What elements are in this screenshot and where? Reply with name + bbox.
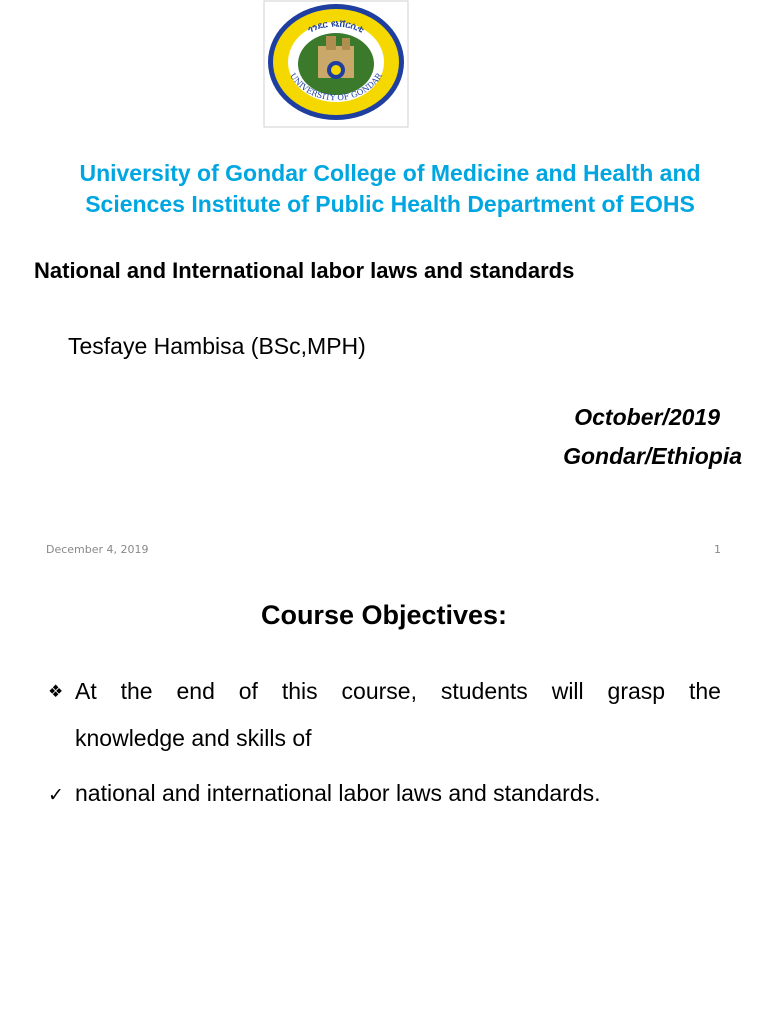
footer-date: December 4, 2019 (46, 543, 149, 556)
college-title-line1: University of Gondar College of Medicine and Health and (79, 160, 701, 186)
check-icon: ✓ (48, 785, 64, 806)
logo-text-bottom: UNIVERSITY OF GONDAR (288, 71, 384, 103)
bullet-1-word: end (176, 678, 215, 704)
diamond-bullet-icon: ❖ (48, 682, 64, 701)
university-logo (262, 0, 410, 128)
objectives-heading: Course Objectives: (260, 600, 508, 630)
bullet-2-text: national and international labor laws and standards. (75, 780, 601, 806)
bullet-1-word: At (75, 678, 97, 704)
page-number: 1 (714, 543, 721, 556)
bullet-1-line-2: knowledge and skills of (75, 725, 312, 751)
bullet-1-word: the (120, 678, 153, 704)
objective-bullet-1 (48, 678, 720, 752)
bullet-1-word: this (281, 678, 318, 704)
objective-bullet-2 (48, 780, 601, 807)
logo-text-top: ጎንደር ዩኒቨርሲቲ (306, 19, 366, 36)
bullet-1-word: students (440, 678, 528, 704)
presentation-place: Gondar/Ethiopia (563, 443, 742, 469)
presentation-date: October/2019 (574, 404, 720, 430)
bullet-1-line-1 (75, 678, 721, 705)
bullet-1-word: of (238, 678, 258, 704)
course-title: National and International labor laws and standards (34, 258, 575, 283)
bullet-1-word: grasp (607, 678, 666, 704)
bullet-1-word: will (551, 678, 584, 704)
bullet-1-word: the (688, 678, 721, 704)
author: Tesfaye Hambisa (BSc,MPH) (68, 333, 366, 359)
college-title (20, 158, 760, 220)
bullet-1-word: course, (341, 678, 417, 704)
college-title-line2: Sciences Institute of Public Health Department of EOHS (85, 191, 695, 217)
slide-2 (0, 572, 768, 1024)
